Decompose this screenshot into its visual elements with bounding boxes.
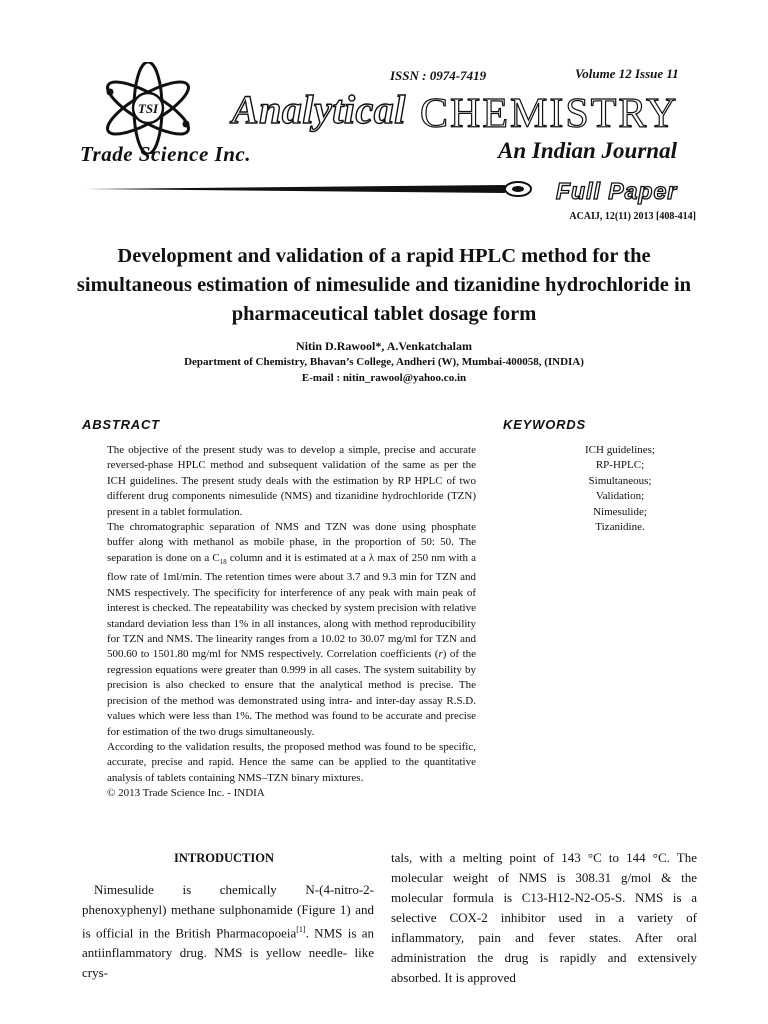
- abstract-paragraph: According to the validation results, the proposed method was found to be specific, accurate, precise and rapid. Hence the same can be applied to the quantitative analysis of tablets containing NMS–TZN binary mixtures.: [107, 740, 476, 784]
- publisher-name: Trade Science Inc.: [80, 142, 251, 166]
- introduction-right-column: [391, 848, 697, 988]
- keywords-heading: KEYWORDS: [503, 417, 586, 432]
- keyword-item: Nimesulide;: [593, 505, 647, 518]
- paper-title: Development and validation of a rapid HPLC method for the simultaneous estimation of nimesulide and tizanidine hydrochloride in pharmaceutical tablet dosage form: [76, 245, 692, 325]
- keyword-item: Tizanidine.: [595, 521, 645, 534]
- reference-marker: [1]: [296, 925, 306, 934]
- copyright: © 2013 Trade Science Inc. - INDIA: [107, 787, 265, 800]
- keyword-item: ICH guidelines;: [585, 444, 655, 456]
- abstract-paragraph: The objective of the present study was to develop a simple, precise and accurate reversed-phase HPLC method and subsequent validation of the same as per the ICH guidelines. The present study deals with the estimation by RP HPLC of two different drug components nimesulide (NMS) and tizanidine hydrochloride (TZN) present in a tablet formulation.: [107, 444, 476, 518]
- introduction-heading: INTRODUCTION: [173, 851, 274, 865]
- issn: ISSN : 0974-7419: [390, 68, 487, 83]
- authors: Nitin D.Rawool*, A.Venkatchalam: [296, 339, 472, 353]
- affiliation: Department of Chemistry, Bhavan’s College, Andheri (W), Mumbai-400058, (INDIA): [184, 356, 584, 368]
- journal-title-word2: CHEMISTRY: [420, 91, 679, 137]
- keywords-list: [540, 443, 700, 535]
- header-divider-arrow: [85, 178, 535, 200]
- section-label: Full Paper: [556, 178, 678, 204]
- publisher-logo: [98, 62, 198, 154]
- author-email: E-mail : nitin_rawool@yahoo.co.in: [301, 372, 467, 384]
- body-paragraph: Nimesulide is chemically N-(4-nitro-2-phenoxyphenyl) methane sulphonamide (Figure 1) and is official in the British Pharmacopoeia[1]. NMS is an antiinflammatory drug. NMS is yellow needle- like crys-: [82, 882, 374, 981]
- abstract-body: [107, 443, 476, 802]
- abstract-heading: ABSTRACT: [82, 417, 160, 432]
- abstract-paragraph: The chromatographic separation of NMS and TZN was done using phosphate buffer along with methanol as mobile phase, in the proportion of 50: 50. The separation is done on a $C_{18}$ column and it is estimated at a λ max of 250 nm with a flow rate of 1ml/min. The retention times were about 3.7 and 9.3 min for TZN and NMS respectively. The specificity for interference of any peak with main peak of interest is checked. The repeatability was checked by system precision with relative standard deviation less than 1% in all instances, along with method reproducibility for TZN and NMS. The linearity ranges from a 10.02 to 30.07 mg/ml for TZN and 500.60 to 1501.80 mg/ml for NMS respectively. Correlation coefficients (r) of the regression equations were greater than 0.999 in all cases. The system suitability by precision is also checked to ensure that the analytical method is precise. The precision of the method was demonstrated using intra- and inter-day assay R.S.D. values which were less than 1%. The method was found to be accurate and precise for estimation of the two drugs simultaneously.: [107, 521, 477, 738]
- keyword-item: Validation;: [595, 490, 645, 503]
- citation: ACAIJ, 12(11) 2013 [408-414]: [569, 211, 696, 222]
- logo-text: TSI: [137, 101, 159, 116]
- body-paragraph: tals, with a melting point of 143 °C to 144 °C. The molecular weight of NMS is 308.31 g/mol & the molecular formula is C13-H12-N2-O5-S. NMS is a selective COX-2 inhibitor used in a variety of inflammatory, pain and fever states. After oral administration the drug is rapidly and extensively absorbed. It is approved: [391, 850, 697, 985]
- volume-issue: Volume 12 Issue 11: [575, 66, 679, 81]
- keyword-item: Simultaneous;: [588, 474, 652, 487]
- journal-subtitle: An Indian Journal: [498, 138, 677, 163]
- introduction-left-column: [82, 880, 374, 983]
- journal-title-word1: Analytical: [232, 87, 406, 132]
- keyword-item: RP-HPLC;: [595, 459, 645, 472]
